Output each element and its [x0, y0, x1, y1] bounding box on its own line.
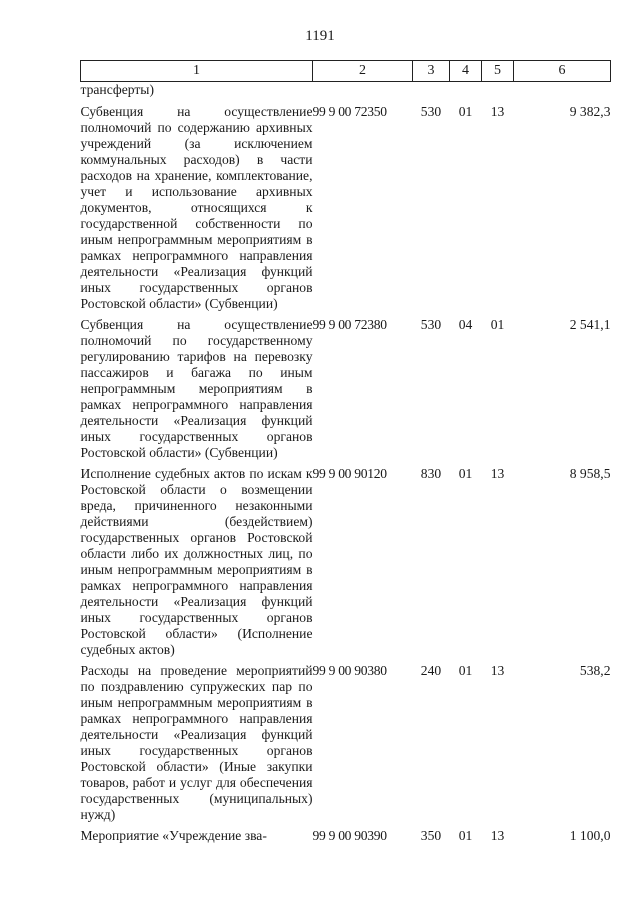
row-section: 01	[458, 828, 473, 843]
column-header-1: 1	[81, 61, 313, 82]
row-amount: 1 100,0	[569, 828, 611, 843]
column-header-2: 2	[313, 61, 413, 82]
row-subsection: 01	[490, 317, 505, 332]
row-amount: 8 958,5	[569, 466, 611, 481]
page-number: 1191	[305, 28, 335, 44]
table-row	[81, 317, 611, 466]
row-section: 01	[458, 466, 473, 481]
table-row	[81, 466, 611, 663]
column-header-row	[81, 61, 611, 82]
row-expense-type: 350	[420, 828, 442, 843]
row-amount: 538,2	[579, 663, 611, 678]
row-expense-type: 830	[420, 466, 442, 481]
table-row	[81, 104, 611, 317]
row-expense-type: 240	[420, 663, 442, 678]
row-target-code: 99 9 00 90380	[312, 663, 387, 678]
row-description: Мероприятие «Учреждение зва-	[80, 828, 267, 843]
row-target-code: 99 9 00 72380	[312, 317, 387, 332]
continuation-row	[81, 82, 611, 105]
table-row	[81, 663, 611, 828]
row-description: Расходы на проведение мероприятий по поздравлению супружеских пар по иным непрограммным мероприятиям в рамках непрограммного направления деятельности «Реализация функций иных государственных органов Ростовской области» (Иные закупки товаров, работ и услуг для обеспечения государственных (муниципальных) нужд)	[80, 663, 313, 822]
row-expense-type: 530	[420, 317, 442, 332]
budget-table	[80, 60, 611, 849]
row-section: 04	[458, 317, 473, 332]
row-target-code: 99 9 00 90390	[312, 828, 387, 843]
row-target-code: 99 9 00 72350	[312, 104, 387, 119]
row-subsection: 13	[490, 828, 505, 843]
column-header-4: 4	[450, 61, 482, 82]
row-subsection: 13	[490, 104, 505, 119]
column-header-3: 3	[413, 61, 450, 82]
row-subsection: 13	[490, 663, 505, 678]
row-description: Субвенция на осуществление полномочий по государственному регулированию тарифов на перевозку пассажиров и багажа по иным непрограммным мероприятиям в рамках непрограммного направления деятельности «Реализация функций иных государственных органов Ростовской области» (Субвенции)	[80, 317, 313, 460]
row-description: Исполнение судебных актов по искам к Ростовской области о возмещении вреда, причиненного незаконными действиями (бездействием) государственных органов Ростовской области либо их должностных лиц, по иным непрограммным мероприятиям в рамках непрограммного направления деятельности «Реализация функций иных государственных органов Ростовской области» (Исполнение судебных актов)	[80, 466, 313, 657]
row-expense-type: 530	[420, 104, 442, 119]
row-target-code: 99 9 00 90120	[312, 466, 387, 481]
row-amount: 2 541,1	[569, 317, 611, 332]
table-row	[81, 828, 611, 849]
row-subsection: 13	[490, 466, 505, 481]
column-header-5: 5	[482, 61, 514, 82]
row-section: 01	[458, 663, 473, 678]
column-header-6: 6	[514, 61, 611, 82]
row-description: Субвенция на осуществление полномочий по содержанию архивных учреждений (за исключением коммунальных расходов) в части расходов на хранение, комплектование, учет и использование архивных документов, относящихся к государственной собственности по иным непрограммным мероприятиям в рамках непрограммного направления деятельности «Реализация функций иных государственных органов Ростовской области» (Субвенции)	[80, 104, 313, 311]
row-amount: 9 382,3	[569, 104, 611, 119]
continuation-text: трансферты)	[80, 82, 154, 97]
row-section: 01	[458, 104, 473, 119]
